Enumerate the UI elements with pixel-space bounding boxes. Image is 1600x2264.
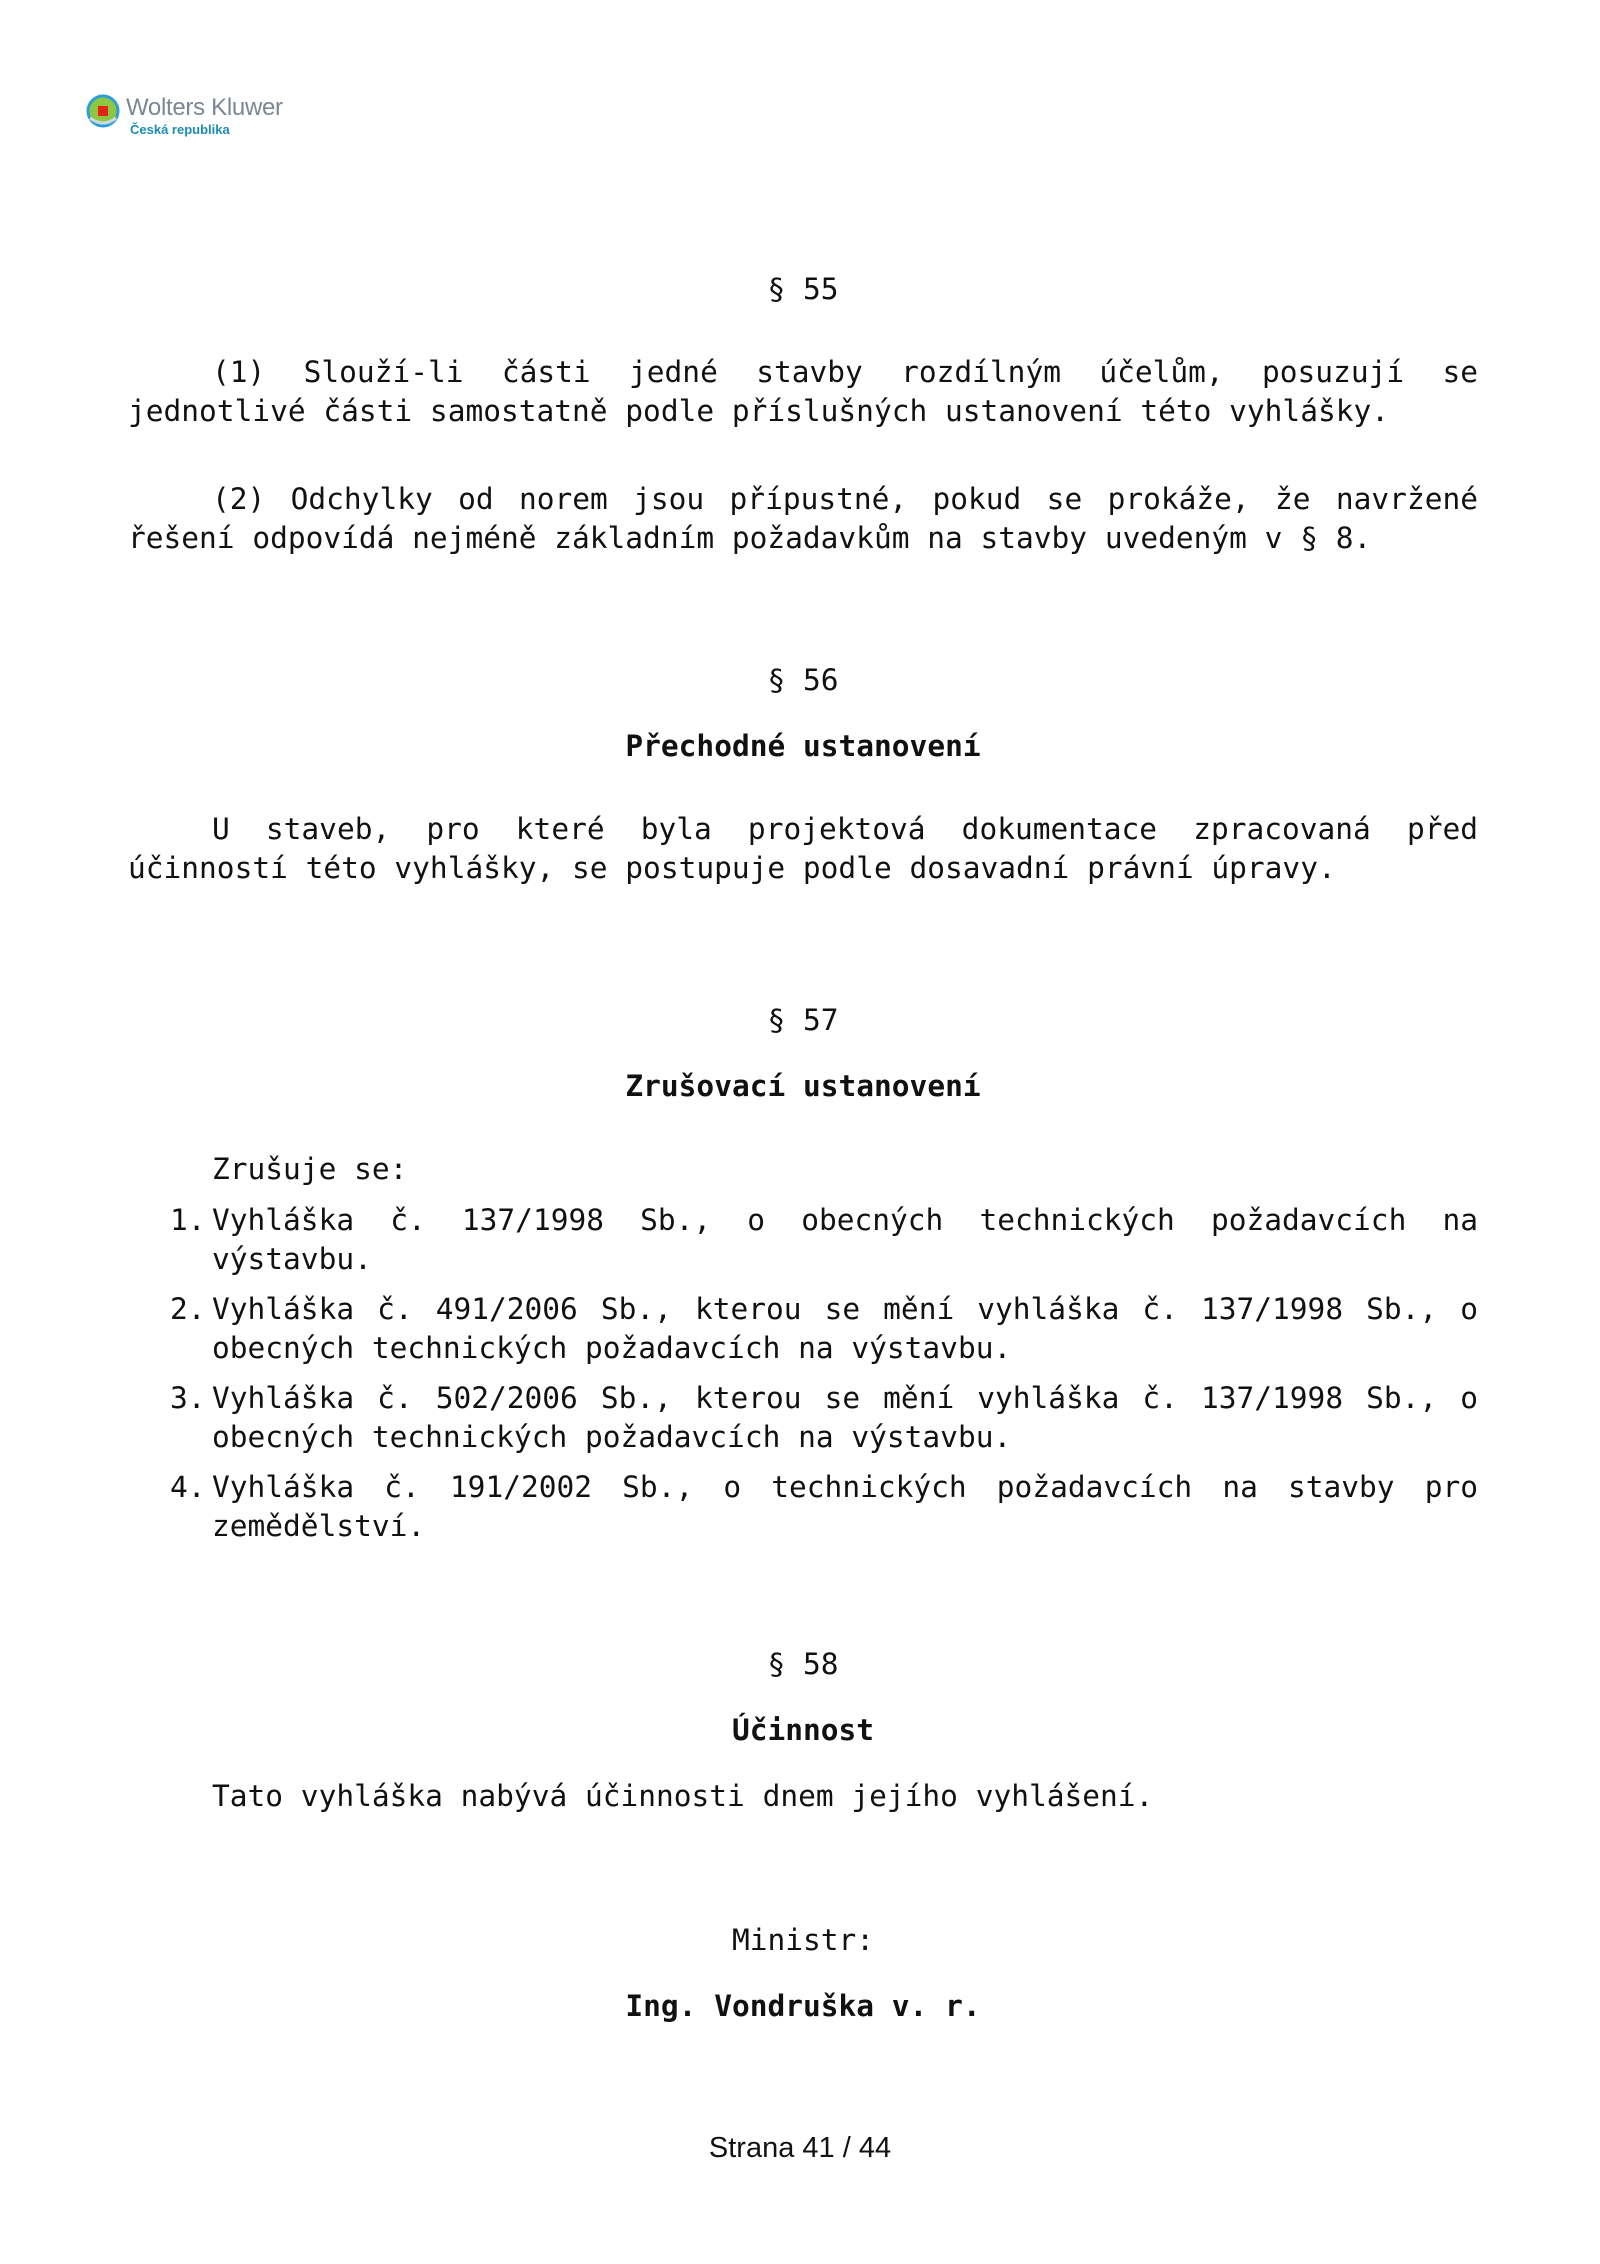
section-57-title: Zrušovací ustanovení (625, 1069, 981, 1103)
list-item-text: Vyhláška č. 191/2002 Sb., o technických požadavcích na stavby pro zemědělství. (212, 1470, 1478, 1543)
list-item (128, 1201, 1478, 1279)
document-body (128, 270, 1478, 2026)
section-55-number: § 55 (767, 272, 839, 306)
section-57-intro: Zrušuje se: (212, 1152, 408, 1186)
section-56-paragraph-1: U staveb, pro které byla projektová dokumentace zpracovaná před účinností této vyhlášky, se postupuje podle dosavadní právní úpravy. (128, 812, 1478, 885)
list-item-text: Vyhláška č. 502/2006 Sb., kterou se mění vyhláška č. 137/1998 Sb., o obecných technických požadavcích na výstavbu. (212, 1381, 1478, 1454)
page-number: Strana 41 / 44 (708, 2132, 892, 2164)
wolters-kluwer-globe-icon (86, 94, 120, 128)
list-item (128, 1379, 1478, 1457)
signature-role: Ministr: (731, 1923, 875, 1957)
list-item (128, 1290, 1478, 1368)
section-58-title: Účinnost (731, 1713, 875, 1747)
logo-subtitle: Česká republika (130, 122, 230, 137)
section-56-number: § 56 (767, 663, 839, 697)
section-56-title: Přechodné ustanovení (625, 729, 981, 763)
section-58-number: § 58 (767, 1647, 839, 1681)
list-item-number: 2. (170, 1292, 206, 1326)
repealed-regulations-list (128, 1201, 1478, 1546)
list-item-text: Vyhláška č. 491/2006 Sb., kterou se mění vyhláška č. 137/1998 Sb., o obecných technických požadavcích na výstavbu. (212, 1292, 1478, 1365)
section-57-number: § 57 (767, 1003, 839, 1037)
section-58-paragraph-1: Tato vyhláška nabývá účinnosti dnem jejího vyhlášení. (212, 1779, 1154, 1813)
list-item-text: Vyhláška č. 137/1998 Sb., o obecných technických požadavcích na výstavbu. (212, 1203, 1478, 1276)
list-item-number: 1. (170, 1203, 206, 1237)
section-55-paragraph-2: (2) Odchylky od norem jsou přípustné, pokud se prokáže, že navržené řešení odpovídá nejméně základním požadavkům na stavby uvedeným v § 8. (128, 482, 1478, 555)
signature-name: Ing. Vondruška v. r. (625, 1989, 981, 2023)
list-item-number: 3. (170, 1381, 206, 1415)
logo-name: Wolters Kluwer (126, 94, 283, 121)
list-item (128, 1468, 1478, 1546)
section-55-paragraph-1: (1) Slouží-li části jedné stavby rozdílným účelům, posuzují se jednotlivé části samostatně podle příslušných ustanovení této vyhlášky. (128, 355, 1478, 428)
list-item-number: 4. (170, 1470, 206, 1504)
